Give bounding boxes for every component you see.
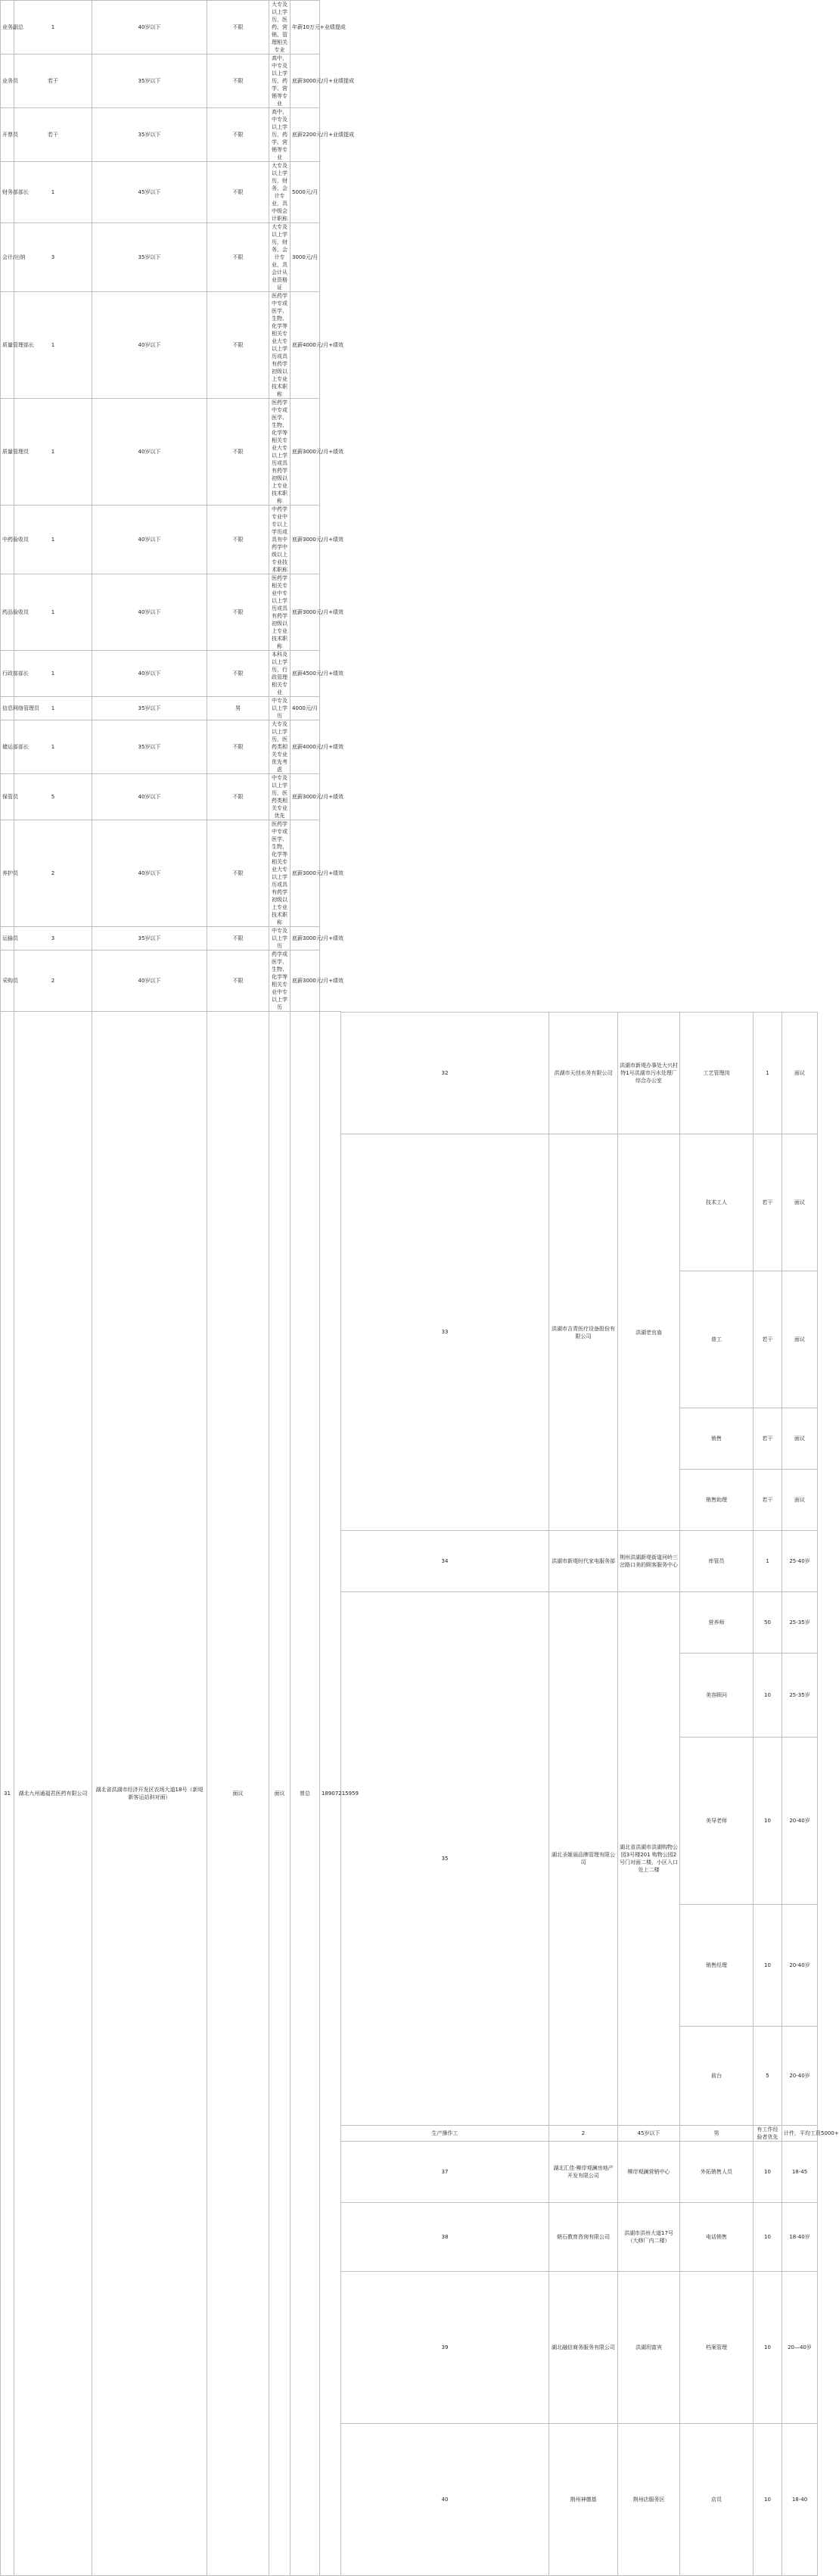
age-cell: 45岁以下 xyxy=(92,162,207,223)
table-row xyxy=(1,927,818,950)
headcount-cell: 1 xyxy=(14,506,92,574)
row-number-cell: 33 xyxy=(341,1134,549,1531)
position-cell: 工艺管理岗 xyxy=(680,1013,754,1134)
age-cell: 面议 xyxy=(782,1408,818,1470)
position-cell: 店员 xyxy=(680,2424,754,2576)
age-cell: 45岁以下 xyxy=(618,2126,680,2142)
gender-cell: 不限 xyxy=(207,292,269,399)
age-cell: 40岁以下 xyxy=(92,950,207,1012)
table-row xyxy=(1,108,818,162)
salary-cell: 底薪4500元/月+绩效 xyxy=(291,651,320,697)
age-cell: 18-40岁 xyxy=(782,2203,818,2272)
position-cell: 行政部部长 xyxy=(1,651,14,697)
age-cell: 35岁以下 xyxy=(92,927,207,950)
table-row xyxy=(1,162,818,223)
table-row xyxy=(1,651,818,697)
salary-cell: 底薪3000元/月+绩效 xyxy=(291,820,320,927)
headcount-cell: 1 xyxy=(14,292,92,399)
headcount-cell: 10 xyxy=(754,1654,782,1738)
position-cell: 保管员 xyxy=(1,774,14,820)
salary-cell: 5000元/月 xyxy=(291,162,320,223)
company-name-cell: 湖北圣姬丽品牌管理有限公司 xyxy=(549,1592,618,2126)
age-cell: 20-40岁 xyxy=(782,1905,818,2027)
requirement-cell: 有工作经验者优先 xyxy=(754,2126,782,2142)
position-cell: 前台 xyxy=(680,2027,754,2126)
age-cell: 35岁以下 xyxy=(92,54,207,108)
position-cell: 美导老师 xyxy=(680,1738,754,1905)
position-cell: 技术工人 xyxy=(680,1134,754,1271)
salary-cell: 底薪3000元/月+绩效 xyxy=(291,950,320,1012)
address-cell: 荆州店服务区 xyxy=(618,2424,680,2576)
address-cell: 洪湖市洪州大道17号（大修厂内二楼） xyxy=(618,2203,680,2272)
company-name-cell: 朝石教育咨询有限公司 xyxy=(549,2203,618,2272)
address-cell: 洪湖玥富宾 xyxy=(618,2272,680,2424)
age-cell: 40岁以下 xyxy=(92,820,207,927)
row-number-cell: 39 xyxy=(341,2272,549,2424)
position-cell: 质量管理员 xyxy=(1,399,14,506)
age-cell: 40岁以下 xyxy=(92,506,207,574)
company-name-cell: 洪湖市吉青医疗设备股份有限公司 xyxy=(549,1134,618,1531)
position-cell: 采购员 xyxy=(1,950,14,1012)
position-cell: 销售经理 xyxy=(680,1905,754,2027)
position-cell: 会计/出纳 xyxy=(1,223,14,292)
company-name-cell: 湖北融信商务服务有限公司 xyxy=(549,2272,618,2424)
gender-cell: 不限 xyxy=(207,820,269,927)
requirement-cell: 医药学中专或医学、生物、化学等相关专业大专以上学历或具有药学初级以上专业技术职称 xyxy=(269,292,291,399)
salary-cell: 年薪10万元+业绩提成 xyxy=(291,1,320,54)
address-cell: 湖北省洪湖市经济开发区农场大道18号（新堤新客运站斜对面） xyxy=(92,1012,207,2576)
headcount-cell: 50 xyxy=(754,1592,782,1654)
requirement-cell: 本科及以上学历，行政管理相关专业 xyxy=(269,651,291,697)
row-number-cell: 35 xyxy=(341,1592,549,2126)
headcount-cell: 若干 xyxy=(754,1470,782,1531)
position-cell: 中药验收员 xyxy=(1,506,14,574)
insurance-cell: 面议 xyxy=(207,1012,269,2576)
requirement-cell: 高中，中专及以上学历，药学、营销等专业 xyxy=(269,54,291,108)
salary-cell: 4000元/月 xyxy=(291,697,320,720)
gender-cell: 不限 xyxy=(207,399,269,506)
position-cell: 财务部部长 xyxy=(1,162,14,223)
headcount-cell: 2 xyxy=(549,2126,618,2142)
headcount-cell: 若干 xyxy=(754,1271,782,1408)
age-cell: 40岁以下 xyxy=(92,574,207,651)
salary-cell: 底薪4000元/月+绩效 xyxy=(291,720,320,774)
requirement-cell: 医药学中专或医学、生物、化学等相关专业大专以上学历或具有药学初级以上专业技术职称 xyxy=(269,820,291,927)
position-cell: 档案管理 xyxy=(680,2272,754,2424)
row-number-cell: 34 xyxy=(341,1531,549,1592)
headcount-cell: 3 xyxy=(14,927,92,950)
age-cell: 25-35岁 xyxy=(782,1654,818,1738)
age-cell: 40岁以下 xyxy=(92,651,207,697)
gender-cell: 男 xyxy=(680,2126,754,2142)
age-cell: 18-45 xyxy=(782,2142,818,2203)
age-cell: 35岁以下 xyxy=(92,223,207,292)
requirement-cell: 医药学相关专业中专以上学历或具有药学初级以上专业技术职称 xyxy=(269,574,291,651)
headcount-cell: 1 xyxy=(754,1531,782,1592)
gender-cell: 不限 xyxy=(207,162,269,223)
age-cell: 面议 xyxy=(782,1470,818,1531)
age-cell: 20—40岁 xyxy=(782,2272,818,2424)
headcount-cell: 10 xyxy=(754,1738,782,1905)
row-number-cell: 32 xyxy=(341,1013,549,1134)
requirement-cell: 中专及以上学历 xyxy=(269,697,291,720)
table-row xyxy=(1,54,818,108)
position-cell: 储运部部长 xyxy=(1,720,14,774)
headcount-cell: 若干 xyxy=(754,1408,782,1470)
company-name-cell: 湖北九州通福君医药有限公司 xyxy=(14,1012,92,2576)
age-cell: 面议 xyxy=(782,1013,818,1134)
position-cell: 销售 xyxy=(680,1408,754,1470)
gender-cell: 不限 xyxy=(207,108,269,162)
position-cell: 运输员 xyxy=(1,927,14,950)
position-cell: 业务副总 xyxy=(1,1,14,54)
address-cell: 洪湖市新堤办事处大兴村特1号洪湖市污水处理厂 综合办公室 xyxy=(618,1013,680,1134)
gender-cell: 不限 xyxy=(207,927,269,950)
salary-cell: 底薪3000元/月+绩效 xyxy=(291,574,320,651)
age-cell: 20-40岁 xyxy=(782,2027,818,2126)
age-cell: 35岁以下 xyxy=(92,720,207,774)
headcount-cell: 3 xyxy=(14,223,92,292)
position-cell: 信息网络管理员 xyxy=(1,697,14,720)
phone-cell: 18907215959 xyxy=(320,1012,341,2576)
gender-cell: 不限 xyxy=(207,54,269,108)
salary-cell: 计件，平均工资5000+ xyxy=(782,2126,818,2142)
salary-cell: 底薪4000元/月+绩效 xyxy=(291,292,320,399)
requirement-cell: 大专及以上学历，财务、会计专业，具中级会计职称 xyxy=(269,162,291,223)
age-cell: 40岁以下 xyxy=(92,1,207,54)
position-cell: 外拓销售人员 xyxy=(680,2142,754,2203)
company-name-cell: 洪湖市天创水务有限公司 xyxy=(549,1013,618,1134)
company-name-cell: 洪湖市新堤时代家电服务部 xyxy=(549,1531,618,1592)
row-number-cell: 40 xyxy=(341,2424,549,2576)
table-row xyxy=(1,720,818,774)
gender-cell: 不限 xyxy=(207,651,269,697)
position-cell: 养护员 xyxy=(1,820,14,927)
table-row xyxy=(1,774,818,820)
gender-cell: 不限 xyxy=(207,720,269,774)
table-row xyxy=(1,820,818,927)
position-cell: 库管员 xyxy=(680,1531,754,1592)
gender-cell: 不限 xyxy=(207,223,269,292)
requirement-cell: 中药学专业中专以上学历或具有中药学中级以上专业技术职称 xyxy=(269,506,291,574)
gender-cell: 不限 xyxy=(207,506,269,574)
headcount-cell: 10 xyxy=(754,2272,782,2424)
salary-cell: 底薪3000元/月+绩效 xyxy=(291,774,320,820)
age-cell: 18-40 xyxy=(782,2424,818,2576)
age-cell: 20-40岁 xyxy=(782,1738,818,1905)
recruitment-table-body xyxy=(1,1,839,2576)
table-row xyxy=(1,223,818,292)
headcount-cell: 1 xyxy=(14,720,92,774)
contact-cell: 曾总 xyxy=(291,1012,320,2576)
housing-cell: 面议 xyxy=(269,1012,291,2576)
gender-cell: 不限 xyxy=(207,950,269,1012)
requirement-cell: 大专及以上学历，财务、会计专业，具会计从业资格证 xyxy=(269,223,291,292)
headcount-cell: 5 xyxy=(754,2027,782,2126)
requirement-cell: 中专及以上学历 xyxy=(269,927,291,950)
age-cell: 35岁以下 xyxy=(92,108,207,162)
headcount-cell: 1 xyxy=(14,162,92,223)
headcount-cell: 若干 xyxy=(754,1134,782,1271)
table-row xyxy=(1,292,818,399)
address-cell: 荆州洪湖新堤街道河岭三岔路口美的顾客服务中心 xyxy=(618,1531,680,1592)
table-row xyxy=(1,697,818,720)
salary-cell: 底薪3000元/月+绩效 xyxy=(291,506,320,574)
age-cell: 25-35岁 xyxy=(782,1592,818,1654)
table-row xyxy=(1,399,818,506)
age-cell: 25-40岁 xyxy=(782,1531,818,1592)
table-row xyxy=(1,506,818,574)
position-cell: 普工 xyxy=(680,1271,754,1408)
company-name-cell: 湖北汇佳·柳岸观澜房地产开发有限公司 xyxy=(549,2142,618,2203)
position-cell: 业务员 xyxy=(1,54,14,108)
table-row xyxy=(1,574,818,651)
salary-cell: 底薪3000元/月+业绩提成 xyxy=(291,54,320,108)
company-name-cell: 荆州神德基 xyxy=(549,2424,618,2576)
position-cell: 开票员 xyxy=(1,108,14,162)
salary-cell: 3000元/月 xyxy=(291,223,320,292)
headcount-cell: 10 xyxy=(754,2203,782,2272)
gender-cell: 不限 xyxy=(207,574,269,651)
headcount-cell: 1 xyxy=(14,1,92,54)
headcount-cell: 2 xyxy=(14,950,92,1012)
headcount-cell: 若干 xyxy=(14,54,92,108)
headcount-cell: 2 xyxy=(14,820,92,927)
salary-cell: 底薪3000元/月+绩效 xyxy=(291,399,320,506)
headcount-cell: 1 xyxy=(754,1013,782,1134)
row-number-cell: 38 xyxy=(341,2203,549,2272)
headcount-cell: 10 xyxy=(754,2142,782,2203)
row-number-cell: 31 xyxy=(1,1012,14,2576)
position-cell: 营养师 xyxy=(680,1592,754,1654)
gender-cell: 不限 xyxy=(207,774,269,820)
requirement-cell: 高中，中专及以上学历，药学、营销等专业 xyxy=(269,108,291,162)
salary-cell: 底薪2200元/月+业绩提成 xyxy=(291,108,320,162)
age-cell: 面议 xyxy=(782,1134,818,1271)
address-cell: 湖北省洪湖市洪湖购物公园3号楼201 购物公园2号门对面二楼，小区入口处上二楼 xyxy=(618,1592,680,2126)
requirement-cell: 大专及以上学历，医药、营销、管理相关专业 xyxy=(269,1,291,54)
row-number-cell: 37 xyxy=(341,2142,549,2203)
position-cell: 质量管理部长 xyxy=(1,292,14,399)
headcount-cell: 1 xyxy=(14,697,92,720)
salary-cell: 底薪3000元/月+绩效 xyxy=(291,927,320,950)
age-cell: 40岁以下 xyxy=(92,774,207,820)
table-row xyxy=(1,1,818,54)
age-cell: 35岁以下 xyxy=(92,697,207,720)
headcount-cell: 若干 xyxy=(14,108,92,162)
age-cell: 面议 xyxy=(782,1271,818,1408)
position-cell: 电话销售 xyxy=(680,2203,754,2272)
position-cell: 生产操作工 xyxy=(341,2126,549,2142)
position-cell: 销售助理 xyxy=(680,1470,754,1531)
table-row xyxy=(1,950,818,1012)
requirement-cell: 药学或医学、生物、化学等相关专业中专以上学历 xyxy=(269,950,291,1012)
headcount-cell: 10 xyxy=(754,1905,782,2027)
headcount-cell: 1 xyxy=(14,651,92,697)
requirement-cell: 医药学中专或医学、生物、化学等相关专业大专以上学历或具有药学初级以上专业技术职称 xyxy=(269,399,291,506)
position-cell: 美容顾问 xyxy=(680,1654,754,1738)
headcount-cell: 1 xyxy=(14,399,92,506)
age-cell: 40岁以下 xyxy=(92,399,207,506)
address-cell: 洪湖老官庙 xyxy=(618,1134,680,1531)
position-cell: 药品验收员 xyxy=(1,574,14,651)
headcount-cell: 1 xyxy=(14,574,92,651)
headcount-cell: 10 xyxy=(754,2424,782,2576)
address-cell: 柳岸观澜营销中心 xyxy=(618,2142,680,2203)
age-cell: 40岁以下 xyxy=(92,292,207,399)
gender-cell: 男 xyxy=(207,697,269,720)
requirement-cell: 中专及以上学历，医药类相关专业优先 xyxy=(269,774,291,820)
requirement-cell: 大专及以上学历，医药类相关专业优先考虑 xyxy=(269,720,291,774)
headcount-cell: 5 xyxy=(14,774,92,820)
gender-cell: 不限 xyxy=(207,1,269,54)
